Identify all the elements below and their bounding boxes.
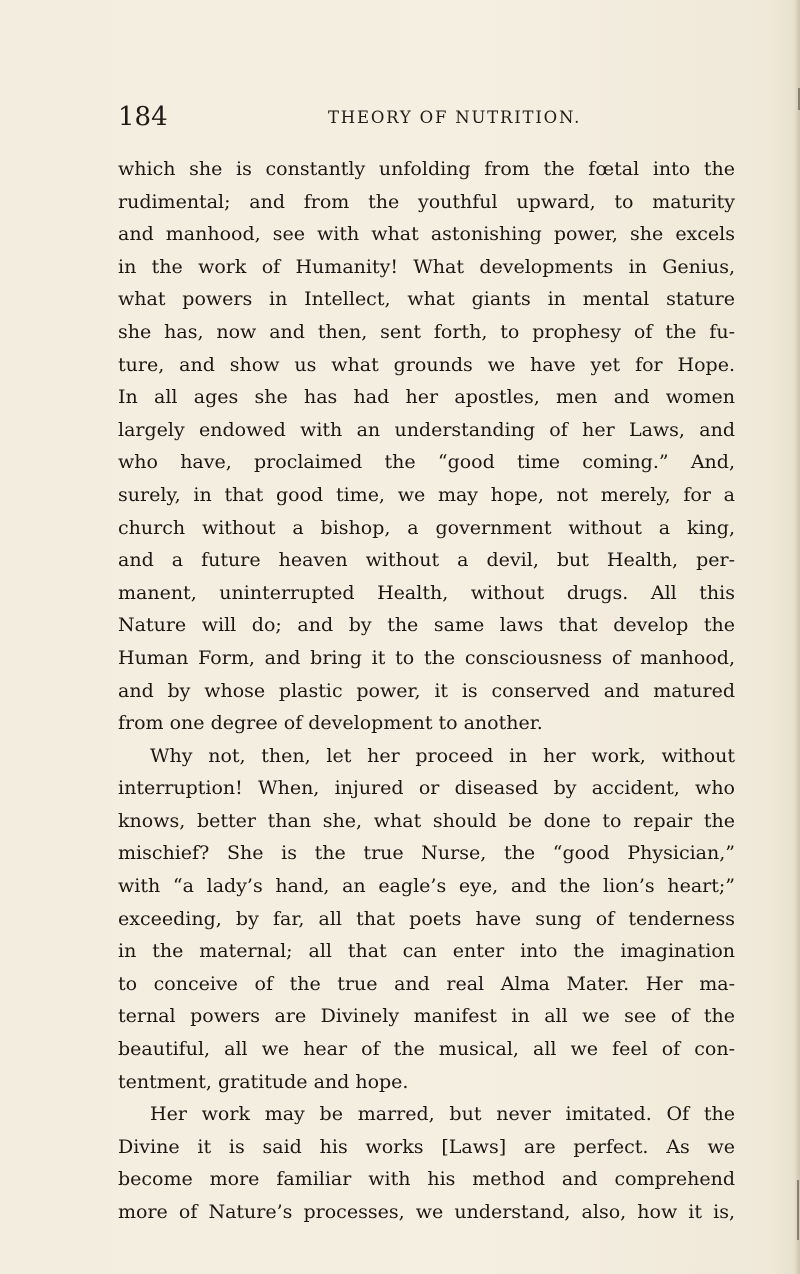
page-edge-shadow (794, 0, 800, 1274)
text-line: rudimental; and from the youthful upward, to maturity (118, 190, 735, 213)
text-line: to conceive of the true and real Alma Mater. Her ma- (118, 972, 735, 995)
text-line: from one degree of development to another. (118, 712, 543, 735)
text-line: and by whose plastic power, it is conserved and matured (118, 679, 735, 702)
text-line: Human Form, and bring it to the consciousness of manhood, (118, 646, 735, 669)
text-line: mischief? She is the true Nurse, the “good Physician,” (118, 842, 735, 865)
text-line: Nature will do; and by the same laws that develop the (118, 614, 735, 637)
text-line: Her work may be marred, but never imitated. Of the (150, 1103, 735, 1126)
running-head (118, 102, 730, 134)
text-line: ture, and show us what grounds we have yet for Hope. (118, 353, 735, 376)
text-line: become more familiar with his method and comprehend (118, 1168, 735, 1191)
text-line: largely endowed with an understanding of her Laws, and (118, 418, 735, 441)
text-line: knows, better than she, what should be done to repair the (118, 809, 735, 832)
text-line: ternal powers are Divinely manifest in all we see of the (118, 1005, 735, 1028)
text-line: and a future heaven without a devil, but Health, per- (118, 549, 735, 572)
text-line: with “a lady’s hand, an eagle’s eye, and the lion’s heart;” (118, 875, 735, 898)
text-line: who have, proclaimed the “good time coming.” And, (118, 451, 735, 474)
text-line: Divine it is said his works [Laws] are perfect. As we (118, 1135, 735, 1158)
text-line: exceeding, by far, all that poets have sung of tenderness (118, 907, 735, 930)
text-line: and manhood, see with what astonishing power, she excels (118, 223, 735, 246)
text-line: she has, now and then, sent forth, to prophesy of the fu- (118, 320, 735, 343)
text-line: In all ages she has had her apostles, men and women (118, 386, 735, 409)
page-number: 184 (118, 102, 168, 132)
scan-margin-mark (797, 1180, 799, 1240)
text-line: in the work of Humanity! What developments in Genius, (118, 255, 735, 278)
body-text (118, 153, 735, 1229)
text-line: which she is constantly unfolding from the fœtal into the (118, 158, 735, 180)
text-line: what powers in Intellect, what giants in mental stature (118, 288, 735, 311)
text-line: manent, uninterrupted Health, without drugs. All this (118, 581, 735, 604)
text-line: interruption! When, injured or diseased by accident, who (118, 777, 735, 800)
text-line: tentment, gratitude and hope. (118, 1070, 409, 1093)
text-line: in the maternal; all that can enter into the imagination (118, 940, 735, 963)
running-title: THEORY OF NUTRITION. (328, 108, 582, 127)
text-line: surely, in that good time, we may hope, not merely, for a (118, 483, 735, 506)
text-line: Why not, then, let her proceed in her work, without (150, 744, 735, 767)
text-line: beautiful, all we hear of the musical, all we feel of con- (118, 1038, 735, 1061)
text-line: church without a bishop, a government without a king, (118, 516, 735, 539)
text-line: more of Nature’s processes, we understand, also, how it is, (118, 1201, 735, 1223)
